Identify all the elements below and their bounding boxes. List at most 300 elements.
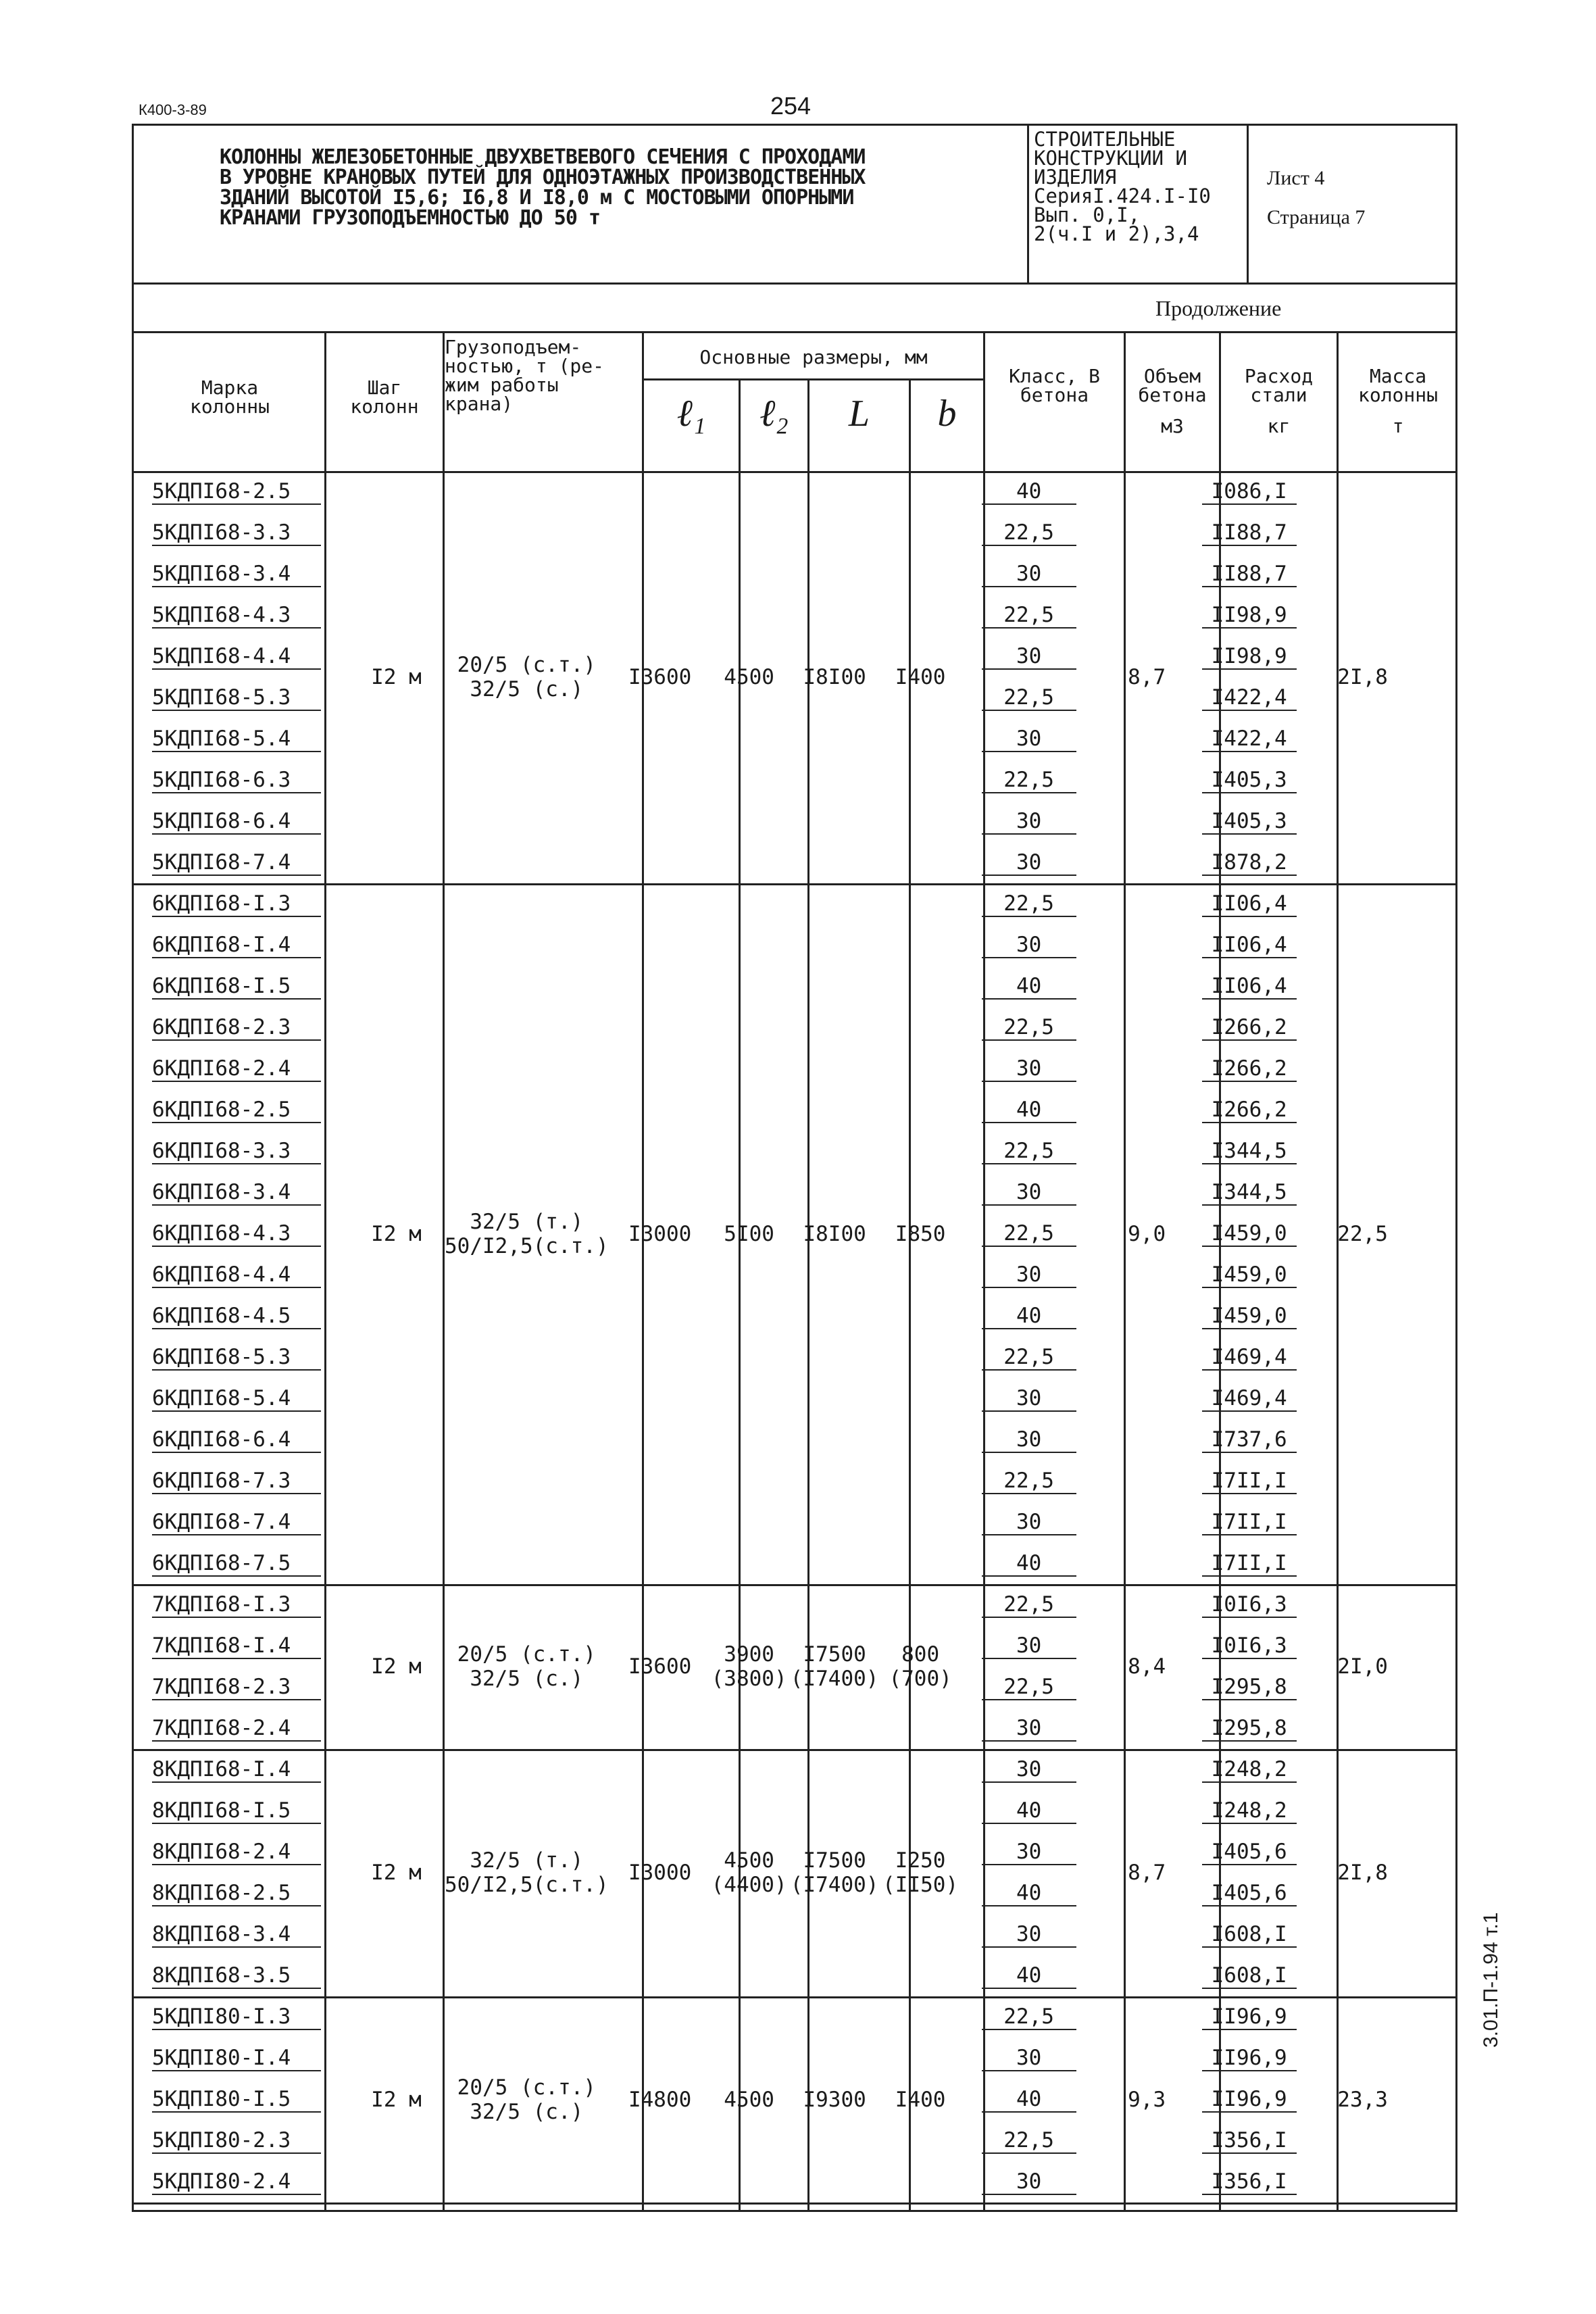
steel-consumption: I422,4 [1202,685,1297,711]
column-mark: 5КДПI80-I.4 [152,2046,321,2071]
concrete-class: 30 [982,1716,1076,1742]
column-mark-cell [132,1667,348,1708]
page-number: 254 [770,92,812,120]
column-mark-cell [132,1955,348,1996]
column-mark: 6КДПI68-2.5 [152,1098,321,1123]
steel-consumption: I405,3 [1202,809,1297,835]
steel-consumption: I344,5 [1202,1180,1297,1206]
column-mark-cell [132,1996,348,2038]
steel-consumption: I295,8 [1202,1675,1297,1700]
dimension-L: I7500 (I7400) [790,1642,879,1691]
steel-consumption-cell [1195,801,1304,842]
page-label: Страница 7 [1267,206,1366,228]
dimension-L: I7500 (I7400) [790,1848,879,1897]
concrete-class-cell [959,760,1099,801]
column-mark: 8КДПI68-I.5 [152,1798,321,1824]
steel-consumption: I086,I [1202,479,1297,505]
dimension-l2: 4500 (4400) [711,1848,787,1897]
steel-consumption-cell [1195,1708,1304,1749]
series-line: ИЗДЕЛИЯ [1034,166,1117,189]
column-mark-cell [132,595,348,636]
column-mark: 8КДПI68-I.4 [152,1757,321,1783]
sheet-number: Лист 4 [1267,167,1325,189]
column-mark-cell [132,1089,348,1131]
concrete-class: 22,5 [982,1221,1076,1247]
steel-consumption: I7II,I [1202,1510,1297,1535]
column-mark: 8КДПI68-3.4 [152,1922,321,1948]
concrete-class: 30 [982,727,1076,752]
column-step: I2 м [371,2087,422,2112]
series-line: 2(ч.I и 2),3,4 [1034,222,1199,245]
column-mark: 5КДПI68-6.4 [152,809,321,835]
steel-consumption-cell [1195,2038,1304,2079]
title-line: В УРОВНЕ КРАНОВЫХ ПУТЕЙ ДЛЯ ОДНОЭТАЖНЫХ ПРОИЗВОДСТВЕННЫХ [220,166,866,189]
document-title [220,147,1017,228]
column-mark-cell [132,1378,348,1419]
crane-capacity [445,471,609,883]
series-line: Вып. 0,I, [1034,203,1141,226]
crane-capacity-line: 32/5 (с.) [470,2099,584,2124]
column-step: I2 м [371,1221,422,1246]
dimension-L: I8I00 [803,665,866,689]
concrete-volume: 8,4 [1128,1654,1166,1679]
dimension-L: I8I00 [803,1221,866,1246]
concrete-class: 22,5 [982,2004,1076,2030]
column-mark-cell [132,2120,348,2161]
dimension-l1: I3000 [628,1221,692,1246]
group-separator [132,883,1457,885]
crane-capacity-line: 32/5 (т.) [470,1848,584,1873]
column-mark: 8КДПI68-2.5 [152,1881,321,1906]
steel-consumption: I405,6 [1202,1840,1297,1865]
concrete-class-cell [959,1089,1099,1131]
steel-consumption-cell [1195,1790,1304,1831]
column-mass: 23,3 [1337,2087,1388,2112]
concrete-class-cell [959,1419,1099,1460]
dimension-l2: 5I00 [724,1221,774,1246]
steel-consumption: I0I6,3 [1202,1592,1297,1618]
steel-consumption-cell [1195,677,1304,718]
steel-consumption-cell [1195,512,1304,553]
steel-consumption-cell [1195,1089,1304,1131]
column-mark: 8КДПI68-2.4 [152,1840,321,1865]
title-line: ЗДАНИЙ ВЫСОТОЙ I5,6; I6,8 И I8,0 м С МОСТОВЫМИ ОПОРНЫМИ [220,186,854,210]
steel-consumption-cell [1195,1460,1304,1502]
steel-consumption: I469,4 [1202,1386,1297,1412]
document-code: К400-3-89 [139,101,207,118]
concrete-class: 40 [982,479,1076,505]
concrete-volume: 8,7 [1128,665,1166,689]
concrete-class: 40 [982,1551,1076,1577]
steel-consumption-cell [1195,718,1304,760]
continuation-label: Продолжение [1155,296,1282,320]
concrete-class-cell [959,595,1099,636]
steel-consumption: II06,4 [1202,891,1297,917]
concrete-class-cell [959,842,1099,883]
dimension-l1: I3600 [628,1654,692,1679]
concrete-class: 30 [982,1510,1076,1535]
crane-capacity-line: 50/I2,5(с.т.) [445,1873,609,1897]
table-row [132,471,1422,512]
steel-consumption-cell [1195,1749,1304,1790]
header-step: Шаг колонн [350,376,419,418]
concrete-class-cell [959,636,1099,677]
column-mark-cell [132,1460,348,1502]
header-b: b [937,393,957,435]
column-mark-cell [132,1708,348,1749]
dimension-l1: I3600 [628,665,692,689]
steel-consumption: I608,I [1202,1963,1297,1989]
column-mark: 6КДПI68-4.4 [152,1262,321,1288]
concrete-class: 30 [982,562,1076,587]
column-mark-cell [132,1831,348,1873]
concrete-class-cell [959,1996,1099,2038]
header-l2: ℓ₂ [759,393,789,435]
column-mark-cell [132,1254,348,1296]
steel-consumption-cell [1195,1172,1304,1213]
column-mark: 6КДПI68-2.4 [152,1056,321,1082]
concrete-class-cell [959,1337,1099,1378]
crane-capacity-line: 20/5 (с.т.) [457,653,596,677]
steel-consumption: I248,2 [1202,1757,1297,1783]
column-mark-cell [132,1131,348,1172]
crane-capacity-line: 20/5 (с.т.) [457,1642,596,1667]
column-mark: 5КДПI68-6.3 [152,768,321,793]
header-mark: Марка колонны [189,376,270,418]
steel-consumption-cell [1195,1625,1304,1667]
concrete-class: 30 [982,1262,1076,1288]
column-mark: 5КДПI80-2.4 [152,2169,321,2195]
concrete-volume: 9,0 [1128,1221,1166,1246]
header-capacity: Грузоподъем- ностью, т (ре- жим работы крана) [445,336,605,415]
concrete-class: 40 [982,974,1076,1000]
concrete-class: 22,5 [982,1675,1076,1700]
crane-capacity-line: 32/5 (т.) [470,1209,584,1234]
header-L: L [848,393,870,435]
steel-consumption: I7II,I [1202,1469,1297,1494]
concrete-class-cell [959,1502,1099,1543]
steel-consumption: I248,2 [1202,1798,1297,1824]
title-line: КОЛОННЫ ЖЕЛЕЗОБЕТОННЫЕ ДВУХВЕТВЕВОГО СЕЧЕНИЯ С ПРОХОДАМИ [220,145,866,169]
concrete-class: 22,5 [982,891,1076,917]
column-mark-cell [132,1873,348,1914]
concrete-class-cell [959,553,1099,595]
concrete-class-cell [959,1708,1099,1749]
column-mark: 5КДПI68-3.3 [152,520,321,546]
steel-consumption-cell [1195,966,1304,1007]
steel-consumption-cell [1195,1296,1304,1337]
concrete-class-cell [959,1625,1099,1667]
steel-consumption-cell [1195,1378,1304,1419]
crane-capacity [445,1584,609,1749]
column-mark-cell [132,760,348,801]
column-mark: 7КДПI68-2.3 [152,1675,321,1700]
columns-table [132,471,1422,2202]
column-mark-cell [132,1749,348,1790]
column-mark-cell [132,883,348,925]
column-mark: 6КДПI68-2.3 [152,1015,321,1041]
column-mark-cell [132,801,348,842]
crane-capacity [445,883,609,1584]
column-mark: 6КДПI68-4.3 [152,1221,321,1247]
concrete-class: 40 [982,1098,1076,1123]
concrete-class: 22,5 [982,1345,1076,1371]
column-mark-cell [132,1790,348,1831]
concrete-class-cell [959,2038,1099,2079]
column-mark: 6КДПI68-5.3 [152,1345,321,1371]
steel-consumption: II96,9 [1202,2046,1297,2071]
column-mass: 2I,8 [1337,665,1388,689]
steel-consumption: I405,3 [1202,768,1297,793]
table-row [132,1749,1422,1790]
sheet-info [1267,159,1365,237]
steel-consumption-cell [1195,925,1304,966]
header-mass: Масса колонны т [1357,365,1438,437]
steel-consumption: I737,6 [1202,1427,1297,1453]
column-mark-cell [132,2161,348,2202]
concrete-class-cell [959,1914,1099,1955]
steel-consumption-cell [1195,1831,1304,1873]
concrete-class: 30 [982,2046,1076,2071]
concrete-volume: 8,7 [1128,1861,1166,1885]
column-mark: 5КДПI68-2.5 [152,479,321,505]
column-mass: 2I,0 [1337,1654,1388,1679]
steel-consumption: I295,8 [1202,1716,1297,1742]
steel-consumption: I266,2 [1202,1015,1297,1041]
column-mark-cell [132,1625,348,1667]
concrete-class-cell [959,1378,1099,1419]
dimension-L: I9300 [803,2087,866,2112]
concrete-class-cell [959,512,1099,553]
column-mark-cell [132,718,348,760]
steel-consumption-cell [1195,471,1304,512]
column-mark: 6КДПI68-7.4 [152,1510,321,1535]
concrete-class: 40 [982,1304,1076,1329]
column-mark-cell [132,842,348,883]
steel-consumption-cell [1195,883,1304,925]
steel-consumption: I459,0 [1202,1262,1297,1288]
concrete-class-cell [959,1584,1099,1625]
concrete-class-cell [959,801,1099,842]
series-line: СерияI.424.I-I0 [1034,184,1211,207]
column-mark-cell [132,1213,348,1254]
concrete-class-cell [959,925,1099,966]
column-mark: 6КДПI68-6.4 [152,1427,321,1453]
side-code: 3.01.П-1.94 т.1 [1480,1912,1502,2048]
concrete-class-cell [959,1048,1099,1089]
concrete-class-cell [959,1790,1099,1831]
steel-consumption: II96,9 [1202,2087,1297,2113]
column-mark: 5КДПI68-3.4 [152,562,321,587]
column-mass: 2I,8 [1337,1861,1388,1885]
concrete-class: 22,5 [982,520,1076,546]
concrete-class-cell [959,966,1099,1007]
table-row [132,883,1422,925]
concrete-class: 40 [982,1881,1076,1906]
concrete-class-cell [959,883,1099,925]
steel-consumption: I422,4 [1202,727,1297,752]
steel-consumption: II06,4 [1202,974,1297,1000]
dimension-b: I250 (II50) [882,1848,959,1897]
column-mark: 5КДПI68-7.4 [152,850,321,876]
crane-capacity-line: 20/5 (с.т.) [457,2075,596,2100]
concrete-class: 22,5 [982,1015,1076,1041]
steel-consumption-cell [1195,1502,1304,1543]
concrete-class: 30 [982,1427,1076,1453]
dimension-b: I850 [895,1221,946,1246]
column-mark: 7КДПI68-2.4 [152,1716,321,1742]
group-separator [132,1749,1457,1751]
concrete-class-cell [959,1749,1099,1790]
column-mark: 7КДПI68-I.4 [152,1633,321,1659]
column-mark-cell [132,1502,348,1543]
steel-consumption: I0I6,3 [1202,1633,1297,1659]
concrete-class-cell [959,1831,1099,1873]
steel-consumption-cell [1195,1419,1304,1460]
steel-consumption-cell [1195,1213,1304,1254]
dimension-b: 800 (700) [889,1642,952,1691]
concrete-class: 30 [982,1180,1076,1206]
column-mark-cell [132,553,348,595]
title-line: КРАНАМИ ГРУЗОПОДЪЕМНОСТЬЮ ДО 50 т [220,206,601,230]
concrete-class: 40 [982,1798,1076,1824]
header-steel: Расход стали кг [1244,365,1314,437]
concrete-class-cell [959,1131,1099,1172]
column-step: I2 м [371,1654,422,1679]
crane-capacity [445,1996,609,2202]
column-mark-cell [132,1543,348,1584]
steel-consumption: I459,0 [1202,1304,1297,1329]
steel-consumption: II96,9 [1202,2004,1297,2030]
column-mark: 5КДПI68-4.4 [152,644,321,670]
concrete-class: 22,5 [982,1139,1076,1164]
header-l1: ℓ₁ [676,393,706,435]
steel-consumption: II98,9 [1202,603,1297,629]
concrete-class: 30 [982,809,1076,835]
concrete-class-cell [959,471,1099,512]
crane-capacity-line: 32/5 (с.) [470,1667,584,1691]
column-mark-cell [132,1048,348,1089]
steel-consumption: I459,0 [1202,1221,1297,1247]
series-line: СТРОИТЕЛЬНЫЕ [1034,128,1176,151]
column-mark-cell [132,1007,348,1048]
column-mark-cell [132,1337,348,1378]
concrete-class: 22,5 [982,1592,1076,1618]
concrete-class: 30 [982,1757,1076,1783]
steel-consumption-cell [1195,1254,1304,1296]
steel-consumption-cell [1195,2161,1304,2202]
column-mark: 6КДПI68-5.4 [152,1386,321,1412]
steel-consumption-cell [1195,2120,1304,2161]
steel-consumption-cell [1195,1337,1304,1378]
series-line: КОНСТРУКЦИИ И [1034,147,1187,170]
concrete-class-cell [959,1254,1099,1296]
column-mark-cell [132,1172,348,1213]
steel-consumption: II98,9 [1202,644,1297,670]
column-mark-cell [132,2038,348,2079]
concrete-class-cell [959,677,1099,718]
concrete-class: 30 [982,2169,1076,2195]
column-mark-cell [132,512,348,553]
column-mark: 6КДПI68-4.5 [152,1304,321,1329]
column-mark: 5КДПI68-4.3 [152,603,321,629]
concrete-class-cell [959,1667,1099,1708]
steel-consumption: II88,7 [1202,520,1297,546]
concrete-volume: 9,3 [1128,2087,1166,2112]
column-mark-cell [132,1296,348,1337]
column-mark-cell [132,966,348,1007]
concrete-class-cell [959,1460,1099,1502]
concrete-class: 30 [982,1386,1076,1412]
concrete-class-cell [959,718,1099,760]
concrete-class: 30 [982,850,1076,876]
steel-consumption: I405,6 [1202,1881,1297,1906]
group-separator [132,1996,1457,1998]
column-step: I2 м [371,665,422,689]
steel-consumption: I266,2 [1202,1098,1297,1123]
column-mark: 5КДПI80-2.3 [152,2128,321,2154]
steel-consumption-cell [1195,2079,1304,2120]
concrete-class: 40 [982,1963,1076,1989]
steel-consumption-cell [1195,1007,1304,1048]
column-mark-cell [132,471,348,512]
steel-consumption: I608,I [1202,1922,1297,1948]
steel-consumption: I469,4 [1202,1345,1297,1371]
concrete-class-cell [959,1955,1099,1996]
dimension-l2: 3900 (3800) [711,1642,787,1691]
column-mark-cell [132,636,348,677]
steel-consumption-cell [1195,1955,1304,1996]
group-separator [132,2202,1457,2205]
concrete-class-cell [959,1543,1099,1584]
steel-consumption-cell [1195,1543,1304,1584]
concrete-class: 40 [982,2087,1076,2113]
dimension-l2: 4500 [724,665,774,689]
steel-consumption-cell [1195,760,1304,801]
steel-consumption-cell [1195,553,1304,595]
column-mark: 6КДПI68-I.4 [152,933,321,958]
column-mark: 5КДПI68-5.4 [152,727,321,752]
concrete-class: 22,5 [982,768,1076,793]
steel-consumption: I878,2 [1202,850,1297,876]
steel-consumption-cell [1195,1584,1304,1625]
concrete-class-cell [959,1296,1099,1337]
concrete-class-cell [959,1007,1099,1048]
column-mark: 5КДПI80-I.3 [152,2004,321,2030]
concrete-class-cell [959,2120,1099,2161]
concrete-class: 22,5 [982,603,1076,629]
steel-consumption-cell [1195,842,1304,883]
table-row [132,1996,1422,2038]
steel-consumption: II88,7 [1202,562,1297,587]
steel-consumption-cell [1195,1873,1304,1914]
column-mark: 8КДПI68-3.5 [152,1963,321,1989]
column-mark-cell [132,677,348,718]
dimension-l1: I4800 [628,2087,692,2112]
concrete-class: 22,5 [982,2128,1076,2154]
steel-consumption: I356,I [1202,2128,1297,2154]
dimension-l1: I3000 [628,1861,692,1885]
column-mark-cell [132,1419,348,1460]
steel-consumption-cell [1195,595,1304,636]
column-mark: 7КДПI68-I.3 [152,1592,321,1618]
column-mark: 6КДПI68-7.3 [152,1469,321,1494]
header-concrete-class: Класс, В бетона [1009,365,1100,406]
column-mark: 5КДПI68-5.3 [152,685,321,711]
steel-consumption-cell [1195,636,1304,677]
concrete-class: 22,5 [982,1469,1076,1494]
table-row [132,1584,1422,1625]
